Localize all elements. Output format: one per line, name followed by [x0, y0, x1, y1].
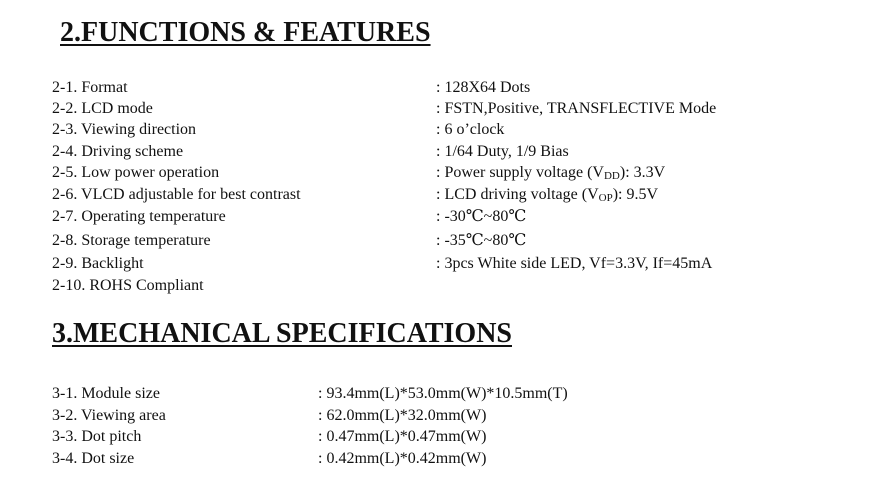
spec-value	[436, 164, 665, 182]
spec-value: : 62.0mm(L)*32.0mm(W)	[318, 407, 487, 424]
spec-label: 2-8. Storage temperature	[52, 232, 211, 249]
spec-label: 2-1. Format	[52, 79, 128, 96]
spec-label: 2-2. LCD mode	[52, 100, 153, 117]
spec-value	[436, 186, 658, 204]
spec-value: : 6 o’clock	[436, 121, 505, 138]
value-subscript: OP	[598, 192, 613, 204]
spec-value: : -35℃~80℃	[436, 232, 527, 249]
spec-label: 3-2. Viewing area	[52, 407, 166, 424]
spec-label: 2-9. Backlight	[52, 255, 144, 272]
spec-value: : 0.47mm(L)*0.47mm(W)	[318, 428, 487, 445]
spec-value: : 1/64 Duty, 1/9 Bias	[436, 143, 569, 160]
spec-label: 2-3. Viewing direction	[52, 121, 197, 138]
value-suffix: ): 3.3V	[619, 164, 666, 181]
value-subscript: DD	[603, 170, 620, 182]
spec-value: : 128X64 Dots	[436, 79, 531, 96]
spec-label: 3-3. Dot pitch	[52, 428, 142, 445]
spec-label: 2-4. Driving scheme	[52, 143, 184, 160]
spec-label: 3-4. Dot size	[52, 450, 135, 467]
spec-value: : FSTN,Positive, TRANSFLECTIVE Mode	[436, 100, 717, 117]
functions-heading: 2.FUNCTIONS & FEATURES	[60, 17, 431, 48]
spec-value: : 93.4mm(L)*53.0mm(W)*10.5mm(T)	[318, 385, 568, 402]
value-prefix: : Power supply voltage (V	[436, 164, 604, 181]
value-prefix: : LCD driving voltage (V	[436, 186, 599, 203]
spec-value: : 3pcs White side LED, Vf=3.3V, If=45mA	[436, 255, 713, 272]
spec-label: 2-6. VLCD adjustable for best contrast	[52, 186, 301, 203]
spec-label: 2-5. Low power operation	[52, 164, 220, 181]
value-suffix: ): 9.5V	[612, 186, 659, 203]
spec-label: 2-7. Operating temperature	[52, 208, 226, 225]
spec-value: : -30℃~80℃	[436, 208, 527, 225]
spec-label: 3-1. Module size	[52, 385, 160, 402]
spec-label: 2-10. ROHS Compliant	[52, 277, 204, 294]
spec-value: : 0.42mm(L)*0.42mm(W)	[318, 450, 487, 467]
mechanical-heading: 3.MECHANICAL SPECIFICATIONS	[52, 318, 512, 349]
